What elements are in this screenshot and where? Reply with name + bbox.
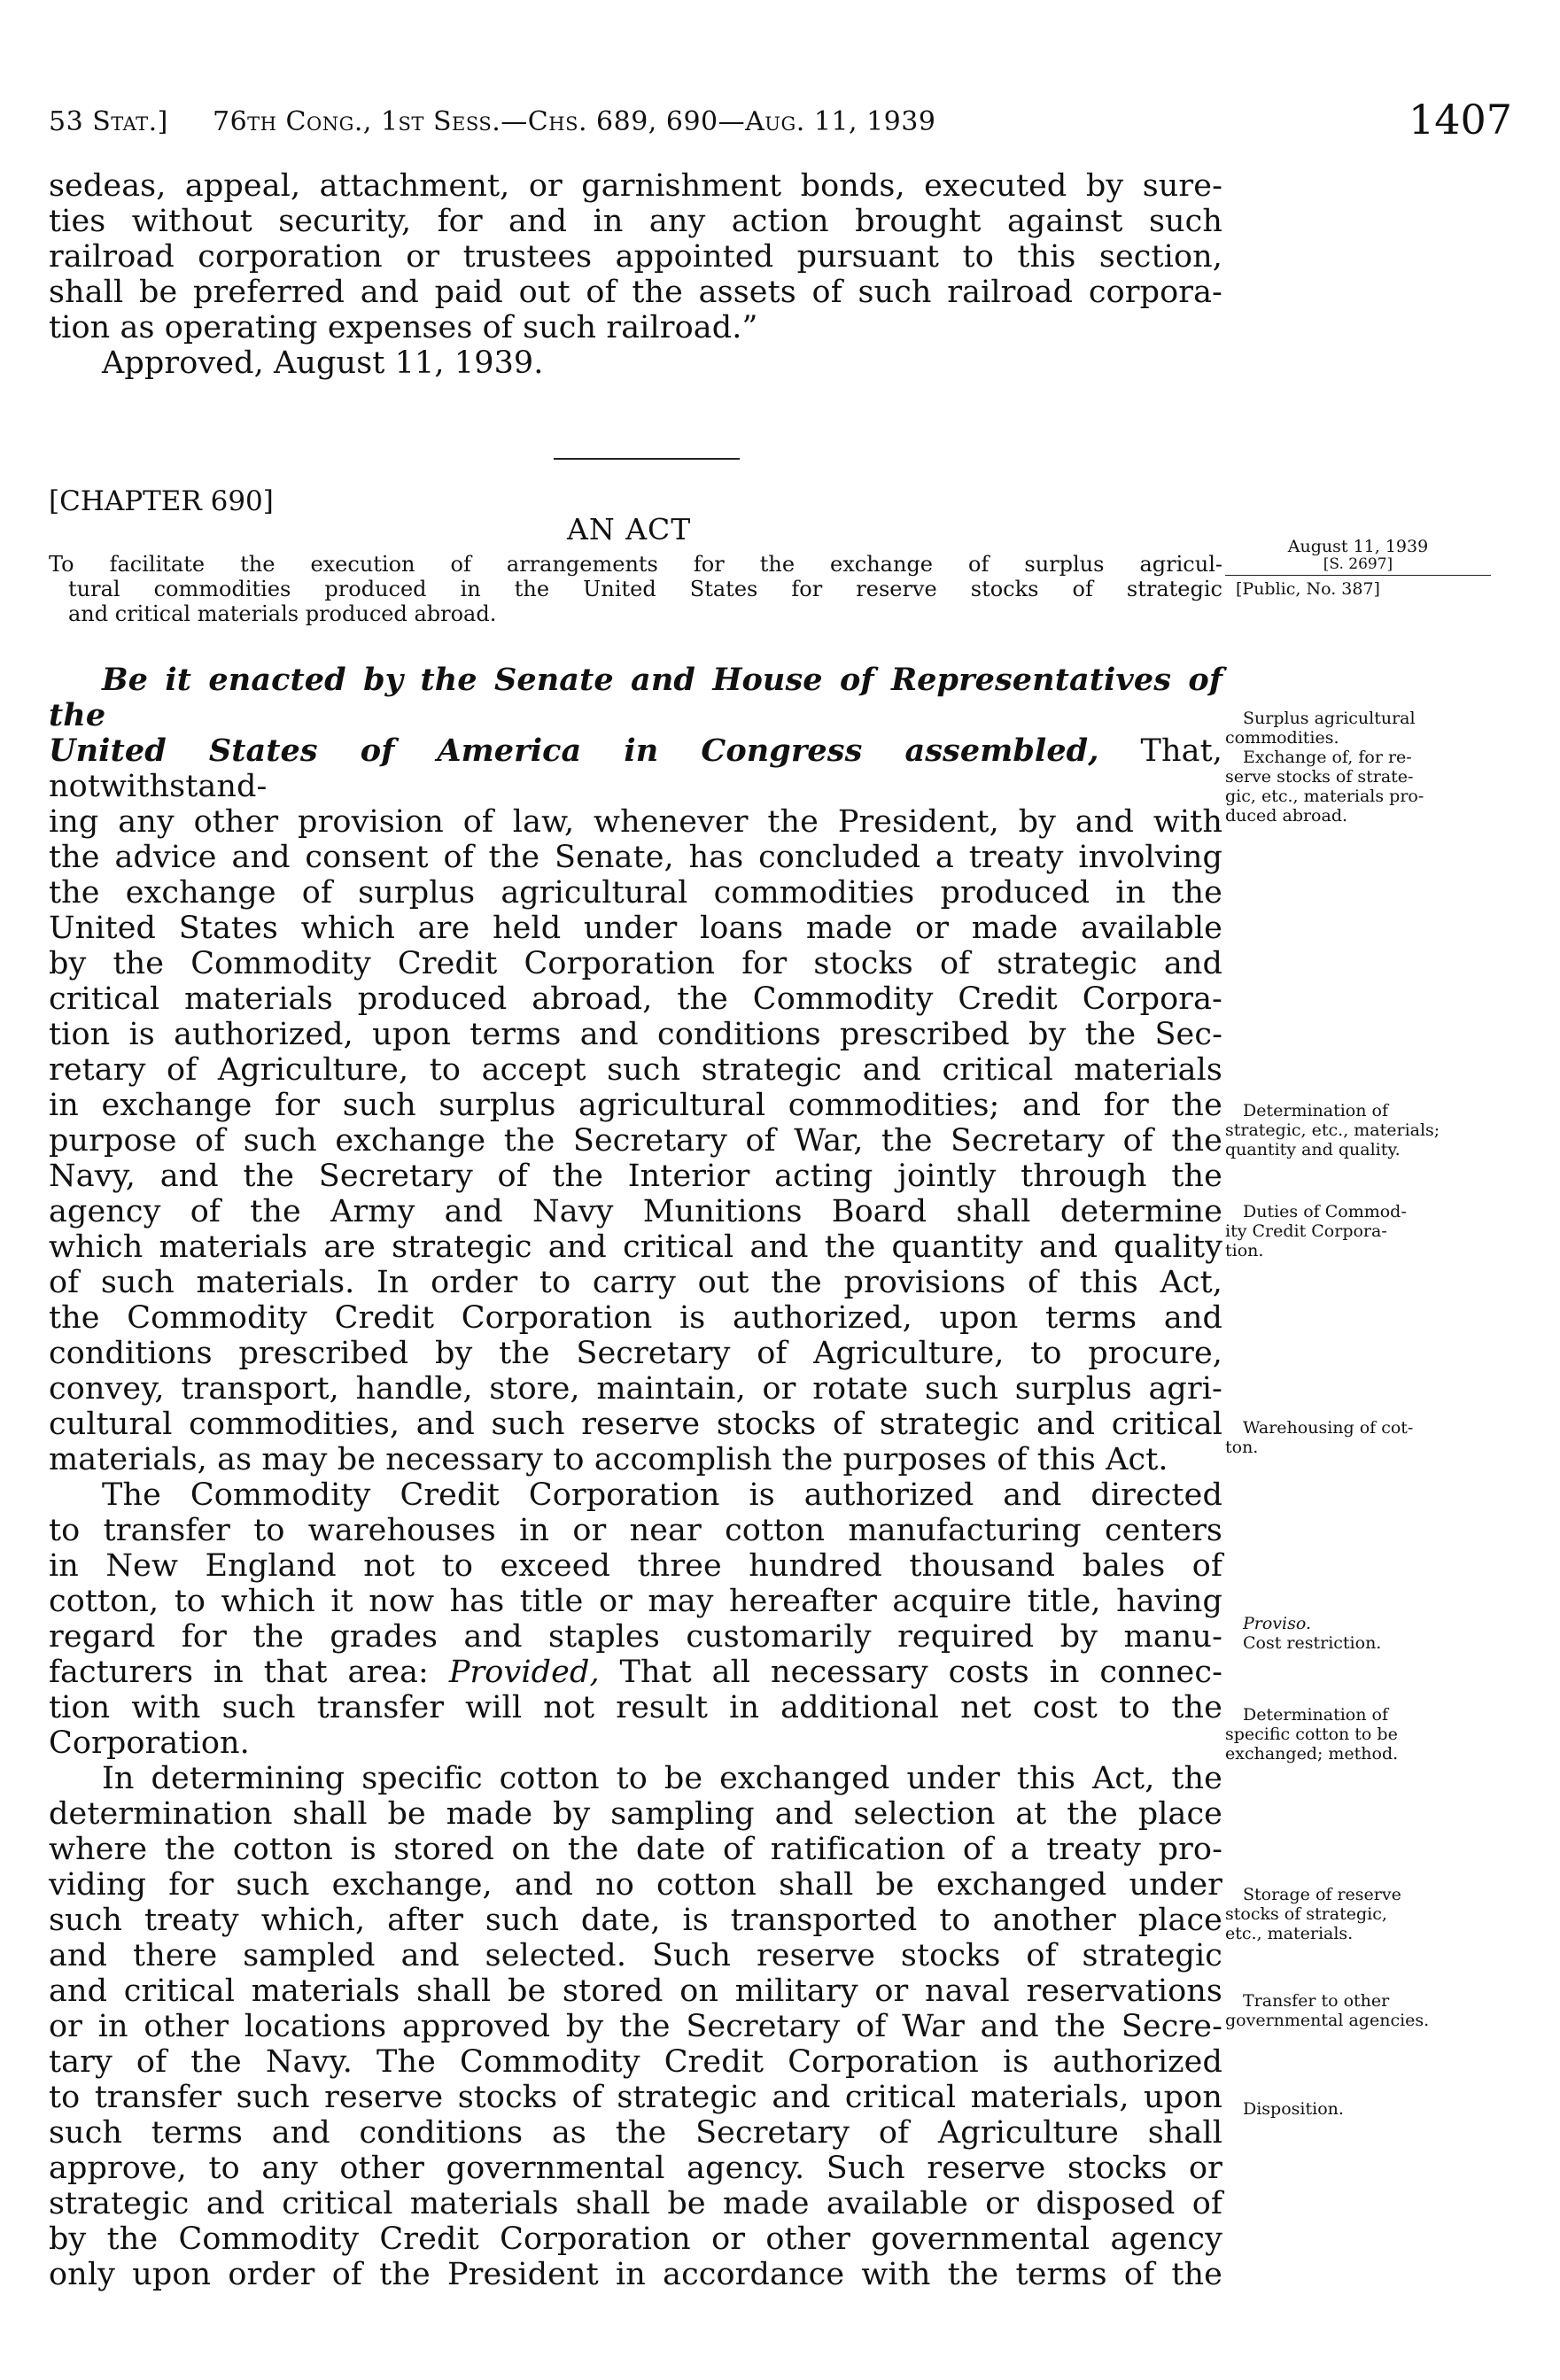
margin-note-proviso-label: Proviso. bbox=[1243, 1614, 1312, 1633]
text-line: The Commodity Credit Corporation is authorized and directed bbox=[102, 1477, 1222, 1513]
margin-note-line: ton. bbox=[1225, 1438, 1259, 1457]
text-line: in exchange for such surplus agricultural commodities; and for the bbox=[49, 1088, 1222, 1123]
margin-note-line: stocks of strategic, bbox=[1225, 1904, 1387, 1924]
enacting-clause-line bbox=[49, 733, 1222, 804]
text-line: convey, transport, handle, store, maintain, or rotate such surplus agri- bbox=[49, 1371, 1222, 1407]
text-line: and there sampled and selected. Such reserve stocks of strategic bbox=[49, 1938, 1222, 1973]
margin-note-line: Disposition. bbox=[1243, 2099, 1344, 2119]
chapter-689-end bbox=[49, 168, 1222, 381]
text-line: and critical materials shall be stored on military or naval reservations bbox=[49, 1973, 1222, 2009]
margin-note-storage bbox=[1225, 1885, 1491, 1943]
chapter-label: [CHAPTER 690] bbox=[49, 485, 274, 517]
purpose-line: and critical materials produced abroad. bbox=[68, 601, 497, 626]
text-line: regard for the grades and staples customarily required by manu- bbox=[49, 1619, 1222, 1655]
text-line: tion is authorized, upon terms and conditions prescribed by the Sec- bbox=[49, 1017, 1222, 1052]
text-line: sedeas, appeal, attachment, or garnishment bonds, executed by sure- bbox=[49, 168, 1222, 204]
page-number: 1407 bbox=[1409, 96, 1513, 143]
purpose-line: tural commodities produced in the United States for reserve stocks of strategic bbox=[68, 577, 1222, 601]
text-line: tion as operating expenses of such railroad.” bbox=[49, 310, 758, 345]
text-line: Corporation. bbox=[49, 1725, 250, 1761]
marginal-date: August 11, 1939 bbox=[1287, 537, 1429, 556]
text-line: the advice and consent of the Senate, has concluded a treaty involving bbox=[49, 840, 1222, 875]
text-line: of such materials. In order to carry out the provisions of this Act, bbox=[49, 1265, 1222, 1300]
text-line: only upon order of the President in accordance with the terms of the bbox=[49, 2257, 1222, 2292]
marginal-public-law: [Public, No. 387] bbox=[1236, 579, 1380, 599]
text-line: retary of Agriculture, to accept such strategic and critical materials bbox=[49, 1052, 1222, 1088]
text-line: tary of the Navy. The Commodity Credit Corporation is authorized bbox=[49, 2044, 1222, 2080]
margin-note-line: Determination of bbox=[1243, 1705, 1388, 1725]
margin-note-line: Cost restriction. bbox=[1243, 1633, 1382, 1653]
text-line: in New England not to exceed three hundred thousand bales of bbox=[49, 1548, 1222, 1584]
act-purpose bbox=[49, 552, 1222, 626]
text-line: to transfer such reserve stocks of strategic and critical materials, upon bbox=[49, 2080, 1222, 2115]
text-line: by the Commodity Credit Corporation for stocks of strategic and bbox=[49, 946, 1222, 981]
text-line: agency of the Army and Navy Munitions Board shall determine bbox=[49, 1194, 1222, 1229]
margin-note-proviso bbox=[1225, 1614, 1491, 1653]
margin-note-line: governmental agencies. bbox=[1225, 2011, 1430, 2030]
margin-note-line: duced abroad. bbox=[1225, 806, 1348, 826]
margin-note-line: exchanged; method. bbox=[1225, 1744, 1399, 1764]
running-header-left: 53 Stat.] bbox=[49, 106, 168, 137]
margin-note-line: Duties of Commod- bbox=[1243, 1202, 1407, 1221]
text-line: critical materials produced abroad, the Commodity Credit Corpora- bbox=[49, 981, 1222, 1017]
text-line: In determining specific cotton to be exchanged under this Act, the bbox=[102, 1761, 1222, 1796]
enacting-clause-line: Be it enacted by the Senate and House of Representatives of the bbox=[49, 662, 1222, 733]
margin-note-line: Surplus agricultural bbox=[1243, 709, 1416, 728]
margin-note-warehousing bbox=[1225, 1418, 1491, 1457]
text-line: to transfer to warehouses in or near cotton manufacturing centers bbox=[49, 1513, 1222, 1548]
margin-note-determination bbox=[1225, 1101, 1491, 1159]
text-line: where the cotton is stored on the date of ratification of a treaty pro- bbox=[49, 1832, 1222, 1867]
text-line: purpose of such exchange the Secretary of War, the Secretary of the bbox=[49, 1123, 1222, 1159]
margin-note-transfer bbox=[1225, 1991, 1491, 2030]
margin-note-surplus bbox=[1225, 709, 1491, 826]
proviso-pre: facturers in that area: bbox=[49, 1655, 449, 1690]
margin-note-line: specific cotton to be bbox=[1225, 1725, 1398, 1744]
approval-line: Approved, August 11, 1939. bbox=[102, 345, 544, 381]
proviso-word: Provided, bbox=[448, 1655, 600, 1690]
enacting-clause-rest: That, notwithstand- bbox=[49, 733, 1222, 804]
text-line: such terms and conditions as the Secretary of Agriculture shall bbox=[49, 2115, 1222, 2151]
purpose-line: To facilitate the execution of arrangements for the exchange of surplus agricul- bbox=[49, 552, 1222, 577]
text-line: strategic and critical materials shall be made available or disposed of bbox=[49, 2186, 1222, 2221]
text-line: the exchange of surplus agricultural commodities produced in the bbox=[49, 875, 1222, 911]
margin-note-line: strategic, etc., materials; bbox=[1225, 1120, 1440, 1140]
text-line: or in other locations approved by the Secretary of War and the Secre- bbox=[49, 2009, 1222, 2044]
text-line: Navy, and the Secretary of the Interior acting jointly through the bbox=[49, 1159, 1222, 1194]
text-line: cultural commodities, and such reserve stocks of strategic and critical bbox=[49, 1407, 1222, 1442]
marginal-rule bbox=[1225, 575, 1491, 576]
margin-note-line: serve stocks of strate- bbox=[1225, 767, 1414, 787]
act-title: AN ACT bbox=[567, 512, 692, 547]
margin-note-line: Transfer to other bbox=[1243, 1991, 1390, 2011]
text-line: United States which are held under loans made or made available bbox=[49, 911, 1222, 946]
margin-note-line: Storage of reserve bbox=[1243, 1885, 1401, 1904]
text-line: the Commodity Credit Corporation is authorized, upon terms and bbox=[49, 1300, 1222, 1336]
margin-note-line: Determination of bbox=[1243, 1101, 1388, 1120]
margin-note-line: commodities. bbox=[1225, 728, 1339, 748]
proviso-line bbox=[49, 1655, 1222, 1690]
text-line: ties without security, for and in any action brought against such bbox=[49, 204, 1222, 239]
text-line: which materials are strategic and critical and the quantity and quality bbox=[49, 1229, 1222, 1265]
section-divider bbox=[554, 458, 740, 460]
text-line: such treaty which, after such date, is transported to another place bbox=[49, 1903, 1222, 1938]
margin-note-line: Exchange of, for re- bbox=[1243, 748, 1412, 767]
text-line: cotton, to which it now has title or may hereafter acquire title, having bbox=[49, 1584, 1222, 1619]
marginal-dates bbox=[1225, 537, 1491, 599]
text-line: determination shall be made by sampling and selection at the place bbox=[49, 1796, 1222, 1832]
act-body bbox=[49, 663, 1222, 2292]
margin-note-duties bbox=[1225, 1202, 1491, 1260]
margin-note-determination-cotton bbox=[1225, 1705, 1491, 1764]
proviso-post: That all necessary costs in connec- bbox=[599, 1655, 1223, 1690]
text-line: viding for such exchange, and no cotton shall be exchanged under bbox=[49, 1867, 1222, 1903]
text-line: ing any other provision of law, whenever the President, by and with bbox=[49, 804, 1222, 840]
margin-note-line: gic, etc., materials pro- bbox=[1225, 787, 1424, 806]
text-line: by the Commodity Credit Corporation or other governmental agency bbox=[49, 2221, 1222, 2257]
text-line: tion with such transfer will not result in additional net cost to the bbox=[49, 1690, 1222, 1725]
margin-note-line: quantity and quality. bbox=[1225, 1140, 1401, 1159]
margin-note-line: etc., materials. bbox=[1225, 1924, 1354, 1943]
marginal-bill-number: [S. 2697] bbox=[1323, 555, 1393, 573]
text-line: railroad corporation or trustees appointed pursuant to this section, bbox=[49, 239, 1222, 275]
text-line: conditions prescribed by the Secretary of Agriculture, to procure, bbox=[49, 1336, 1222, 1371]
text-line: shall be preferred and paid out of the assets of such railroad corpora- bbox=[49, 275, 1222, 310]
margin-note-line: Warehousing of cot- bbox=[1243, 1418, 1414, 1438]
text-line: approve, to any other governmental agency. Such reserve stocks or bbox=[49, 2151, 1222, 2186]
margin-note-line: ity Credit Corpora- bbox=[1225, 1221, 1387, 1241]
margin-note-line: tion. bbox=[1225, 1241, 1264, 1260]
running-header-center: 76th Cong., 1st Sess.—Chs. 689, 690—Aug. 11, 1939 bbox=[213, 106, 936, 137]
enacting-clause-italic: United States of America in Congress assembled, bbox=[49, 733, 1099, 769]
margin-note-disposition bbox=[1225, 2099, 1491, 2119]
text-line: materials, as may be necessary to accomplish the purposes of this Act. bbox=[49, 1442, 1168, 1477]
